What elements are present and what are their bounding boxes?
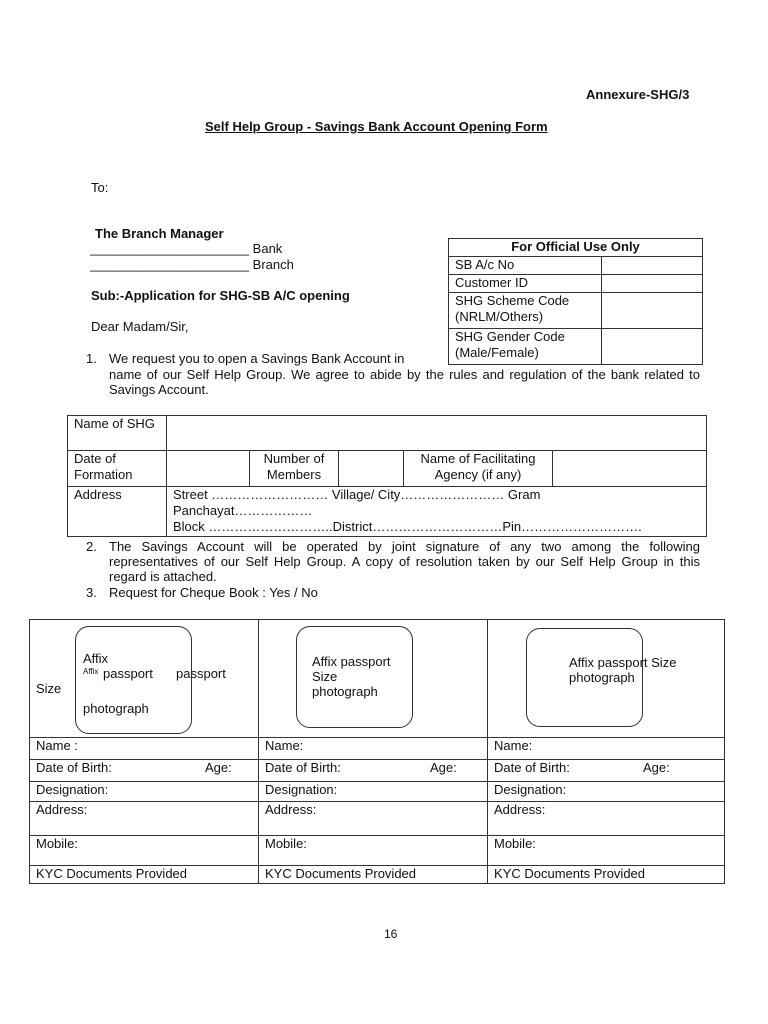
official-row-label: SHG Gender Code (Male/Female): [449, 329, 602, 365]
name-cell[interactable]: [30, 738, 259, 760]
agency-label: Name of Facilitating Agency (if any): [404, 451, 553, 487]
kyc-cell[interactable]: [488, 866, 725, 884]
address-cell[interactable]: [30, 802, 259, 836]
name-label: Name :: [36, 738, 78, 753]
members-label: Number of Members: [250, 451, 339, 487]
name-cell[interactable]: [488, 738, 725, 760]
annexure-label: Annexure-SHG/3: [586, 87, 690, 102]
mobile-cell[interactable]: [30, 836, 259, 866]
para2-number: 2.: [86, 539, 97, 554]
photo-cell[interactable]: [30, 620, 259, 738]
mobile-label: Mobile:: [265, 836, 307, 851]
address-cell[interactable]: [259, 802, 488, 836]
shg-name-label: Name of SHG: [68, 416, 167, 451]
member-address-label: Address:: [265, 802, 317, 817]
mobile-cell[interactable]: [259, 836, 488, 866]
dob-label: Date of Birth:: [36, 760, 112, 775]
official-row-label: SHG Scheme Code (NRLM/Others): [449, 293, 602, 329]
dob-label: Date of Birth:: [265, 760, 341, 775]
official-row-value[interactable]: [602, 275, 703, 293]
designation-cell[interactable]: [259, 782, 488, 802]
formation-date-field[interactable]: [167, 451, 250, 487]
photo-cell[interactable]: [488, 620, 725, 738]
official-row-value[interactable]: [602, 293, 703, 329]
name-label: Name:: [265, 738, 304, 753]
para2-text: The Savings Account will be operated by joint signature of any two among the following representatives of our Self Help Group. A copy of resolution taken by our Self Help Group in this regard is attached.: [109, 539, 700, 584]
photo-affix-label: Affix: [83, 651, 109, 666]
dob-cell[interactable]: [488, 760, 725, 782]
bank-line: ______________________ Bank: [90, 241, 283, 256]
mobile-label: Mobile:: [494, 836, 536, 851]
members-field[interactable]: [339, 451, 404, 487]
para1-rest: name of our Self Help Group. We agree to abide by the rules and regulation of the bank related to Savings Account.: [109, 367, 700, 397]
address-line: Street ……………………… Village/ City…………………… Gram: [173, 487, 541, 502]
photo-affix-small: Affix: [83, 667, 99, 676]
photo-size-label: Size: [36, 681, 62, 696]
dob-label: Date of Birth:: [494, 760, 570, 775]
shg-details-table: [67, 415, 707, 537]
photo-passport-label: passport: [176, 666, 226, 681]
subject: Sub:-Application for SHG-SB A/C opening: [91, 288, 350, 303]
kyc-label: KYC Documents Provided: [494, 866, 646, 881]
designation-label: Designation:: [36, 782, 109, 797]
dob-cell[interactable]: [30, 760, 259, 782]
official-use-table: [448, 238, 703, 365]
official-row-value[interactable]: [602, 329, 703, 365]
formation-date-label: Date of Formation: [68, 451, 167, 487]
member-address-label: Address:: [494, 802, 546, 817]
name-cell[interactable]: [259, 738, 488, 760]
address-cell[interactable]: [488, 802, 725, 836]
official-row-label: SB A/c No: [449, 257, 602, 275]
para1-line1: We request you to open a Savings Bank Account in: [109, 351, 405, 366]
form-title: Self Help Group - Savings Bank Account Opening Form: [205, 119, 548, 134]
address-line: Panchayat………………: [173, 503, 313, 518]
designation-label: Designation:: [494, 782, 567, 797]
agency-field[interactable]: [553, 451, 707, 487]
name-label: Name:: [494, 738, 533, 753]
kyc-cell[interactable]: [259, 866, 488, 884]
photo-cell[interactable]: [259, 620, 488, 738]
address-label: Address: [68, 487, 167, 537]
photo-affix-label: Affix passport Size photograph: [312, 654, 391, 699]
mobile-label: Mobile:: [36, 836, 78, 851]
designation-label: Designation:: [265, 782, 338, 797]
age-label: Age:: [205, 760, 232, 775]
designation-cell[interactable]: [30, 782, 259, 802]
address-line: Block ………………………..District…………………………Pin……………………….: [173, 519, 642, 534]
branch-line: ______________________ Branch: [90, 257, 294, 272]
addressee: The Branch Manager: [95, 226, 224, 241]
para3-number: 3.: [86, 585, 97, 600]
photo-photograph-label: photograph: [83, 701, 149, 716]
to-label: To:: [91, 180, 109, 195]
para1-number: 1.: [86, 351, 97, 366]
kyc-label: KYC Documents Provided: [265, 866, 417, 881]
photo-passport-label: passport: [103, 666, 153, 681]
member-address-label: Address:: [36, 802, 88, 817]
mobile-cell[interactable]: [488, 836, 725, 866]
dob-cell[interactable]: [259, 760, 488, 782]
salutation: Dear Madam/Sir,: [91, 319, 189, 334]
age-label: Age:: [430, 760, 457, 775]
age-label: Age:: [643, 760, 670, 775]
page-number: 16: [384, 927, 398, 941]
kyc-cell[interactable]: [30, 866, 259, 884]
para3-text: Request for Cheque Book : Yes / No: [109, 585, 318, 600]
official-row-label: Customer ID: [449, 275, 602, 293]
members-table: [29, 619, 725, 884]
official-use-title: For Official Use Only: [449, 239, 703, 257]
address-field[interactable]: [167, 487, 707, 537]
kyc-label: KYC Documents Provided: [36, 866, 188, 881]
designation-cell[interactable]: [488, 782, 725, 802]
shg-name-field[interactable]: [167, 416, 707, 451]
photo-affix-label: Affix passport Size photograph: [569, 655, 677, 685]
official-row-value[interactable]: [602, 257, 703, 275]
